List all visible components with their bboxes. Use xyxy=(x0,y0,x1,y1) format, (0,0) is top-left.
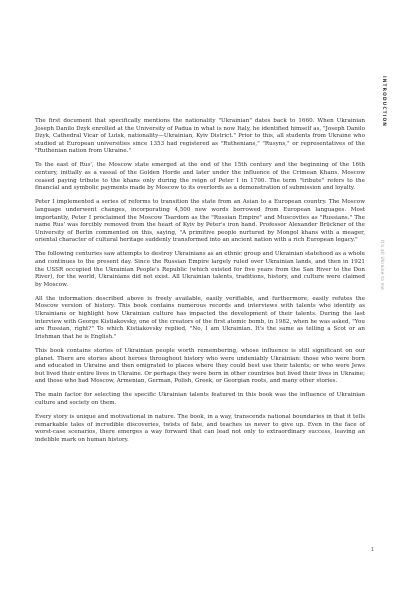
paragraph: This book contains stories of Ukrainian people worth remembering, whose influence is still significant on our planet. There are stories about heroes throughout history who were undeniably Ukrainian: those who were born and educated in Ukraine and then emigrated to places where they could best use their talents; or who were Jews but lived their entire lives in Ukraine. Or perhaps they were born in other countries but lived their lives in Ukraine; and those who had Moscow, Armenian, German, Polish, Greek, or Georgian roots, and many other stories. xyxy=(35,347,366,385)
paragraph: The first document that specifically mentions the nationality "Ukrainian" dates back to 1660. When Ukrainian Joseph Danilo Dzyk enrolled at the University of Padua in what is now Italy, he identified himself as, "Joseph Danilo Dzyk, Cathedral Vicar of Lutsk, nationality—Ukrainian, Kyiv District." Prior to this, all students from Ukraine who studied at European universities since 1353 had registered as "Ruthenians," "Rusyns," or representatives of the "Ruthenian nation from Ukraine." xyxy=(35,118,365,155)
body-text xyxy=(35,118,365,451)
paragraph: The following centuries saw attempts to destroy Ukrainians as an ethnic group and Ukrainian statehood as a whole and continues to the present day. Since the Russian Empire largely ruled over Ukrainian lands, and then in 1921 the USSR occupied the Ukrainian People's Republic (which existed for five years from the San River to the Don River), for the world, Ukrainians did not exist. All Ukrainian talents, traditions, history, and culture were claimed by Moscow. xyxy=(35,251,365,288)
paragraph: Every story is unique and motivational in nature. The book, in a way, transcends national boundaries in that it tells remarkable tales of incredible discoveries, twists of fate, and teaches us never to give up. Even in the face of worst-case scenarios, there emerges a way forward that can lead not only to extraordinary success, leaving an indelible mark on human history. xyxy=(35,414,365,443)
paragraph: All the information described above is freely available, easily verifiable, and furthermore, easily refutes the Moscow version of history. This book contains numerous records and interviews with talents who identify as Ukrainians or highlight how Ukrainian culture has impacted the development of their talents. During the last interview with George Kistiakovsky, one of the creators of the first atomic bomb, in 1982, when he was asked, "You are Russian, right?" To which Kistiakovsky replied, "No, I am Ukrainian. It's the same as telling a Scot or an Irishman that he is English." xyxy=(35,295,365,340)
paragraph: The main factor for selecting the specific Ukrainian talents featured in this book was the influence of Ukrainian culture and society on them. xyxy=(35,392,365,406)
page-number: 1 xyxy=(370,547,374,553)
paragraph: To the east of Rus', the Moscow state emerged at the end of the 15th century and the beginning of the 16th century, initially as a vassal of the Golden Horde and later under the influence of the Crimean Khans. Moscow ceased paying tribute to the khans only during the reign of Peter I in 1700. The term "tribute" refers to the financial and symbolic payments made by Moscow to its overlords as a demonstration of submission and loyalty. xyxy=(35,162,365,192)
section-label: INTRODUCTION xyxy=(381,76,386,128)
paragraph: Peter I implemented a series of reforms to transition the state from an Asian to a European country. The Moscow language underwent changes, incorporating 4,500 new words borrowed from European languages. Most importantly, Peter I proclaimed the Moscow Tsardom as the "Russian Empire" and Muscovites as "Russians." The name Rus' was forcibly removed from the heart of Kyiv by Peter's iron hand. Professor Alexander Brückner of the University of Berlin commented on this, saying, "A primitive people nurtured by Mongol khans with a meager, oriental character of cultural heritage suddenly transformed into an ancient nation with a rich European legacy." xyxy=(35,199,365,244)
running-head: It's all Ukraine to me xyxy=(380,240,385,291)
